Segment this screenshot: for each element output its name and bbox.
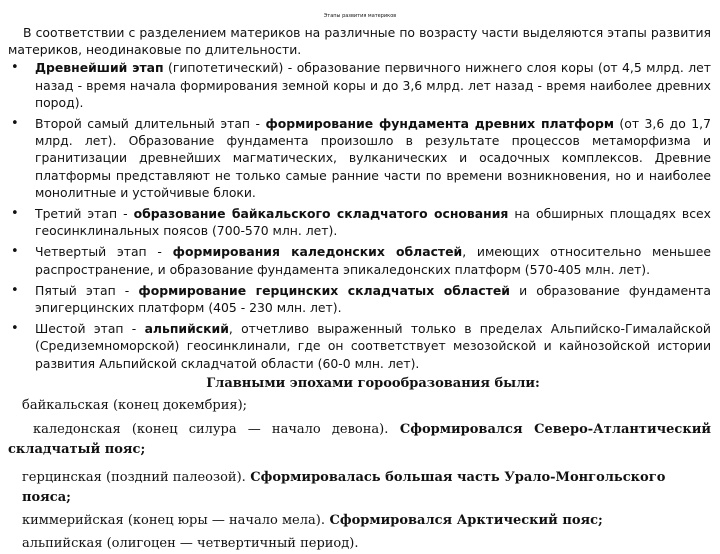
stage-5-text: и образование фундамента эпигерцинских платформ (405 - 230 млн. лет). — [35, 282, 711, 316]
stage-3-text: на обширных площадях всех геосинклинальных поясов (700-570 млн. лет). — [35, 206, 712, 239]
epoch-3-bold: Сформировалась большая часть Урало-Монгольского пояса; — [22, 470, 666, 506]
stage-6-before: Шестой этап - — [35, 321, 145, 337]
epoch-2-text: каледонская (конец силура — начало девона). — [33, 422, 389, 438]
stage-item-3 — [11, 205, 712, 239]
epoch-1-text: байкальская (конец докембрия); — [22, 398, 248, 414]
stage-item-4 — [11, 243, 711, 277]
epoch-2-bold: Сформировался Северо-Атлантический складчатый пояс; — [8, 422, 711, 458]
epoch-item-3 — [22, 468, 711, 508]
intro-paragraph: В соответствии с разделением материков на различные по возрасту части выделяются этапы развития материков, неодинаковые по длительности. — [8, 25, 711, 58]
stage-4-before: Четвертый этап - — [35, 244, 173, 260]
bullet-icon: • — [11, 244, 19, 260]
stage-5-bold: формирование герцинских складчатых областей — [138, 282, 510, 298]
bullet-icon: • — [11, 60, 19, 76]
slide-content — [8, 24, 712, 554]
stage-2-before: Второй самый длительный этап - — [35, 116, 266, 132]
bullet-icon: • — [11, 206, 19, 222]
stage-item-2 — [11, 115, 711, 201]
stage-item-6 — [11, 320, 711, 372]
epoch-item-1 — [22, 396, 711, 416]
stage-4-text: , имеющих относительно меньшее распространение, и образование фундамента эпикаледонских платформ (570-405 млн. лет). — [35, 244, 711, 277]
bullet-icon: • — [11, 116, 19, 132]
epoch-5-text: альпийская (олигоцен — четвертичный период). — [22, 536, 359, 552]
epoch-3-text: герцинская (поздний палеозой). — [22, 470, 246, 486]
epoch-item-4 — [22, 511, 711, 531]
epoch-4-text: киммерийская (конец юры — начало мела). — [22, 513, 325, 529]
stage-3-before: Третий этап - — [35, 206, 134, 222]
stage-item-1 — [11, 59, 711, 111]
epoch-4-bold: Сформировался Арктический пояс; — [324, 513, 603, 529]
epoch-item-5 — [22, 534, 711, 554]
bullet-icon: • — [11, 282, 19, 298]
stage-2-bold: формирование фундамента древних платформ — [265, 116, 614, 132]
stage-4-bold: формирования каледонских областей — [172, 244, 463, 260]
stage-5-before: Пятый этап - — [35, 282, 139, 298]
stage-3-bold: образование байкальского складчатого основания — [133, 206, 509, 222]
stage-6-bold: альпийский — [144, 321, 229, 337]
epochs-heading: Главными эпохами горообразования были: — [206, 375, 540, 391]
slide-title: Этапы развития материков — [323, 13, 397, 19]
stage-1-text: (гипотетический) - образование первичного нижнего слоя коры (от 4,5 млрд. лет назад - время начала формирования земной коры и до 3,6 млрд. лет назад - время наиболее древних пород). — [35, 60, 711, 110]
stage-1-bold: Древнейший этап — [35, 60, 164, 76]
bullet-icon: • — [11, 321, 19, 337]
epoch-item-2 — [8, 420, 711, 460]
stage-6-text: , отчетливо выраженный только в пределах Альпийско-Гималайской (Средиземноморской) геосинклинали, где он соответствует мезозойской и кайнозойской истории развития Альпийской складчатой области (60-0 млн. лет). — [35, 321, 711, 371]
stage-2-text: (от 3,6 до 1,7 млрд. лет). Образование фундамента произошло в результате процессов метаморфизма и гранитизации древнейших магматических, вулканических и осадочных комплексов. Древние платформы представляют не только самые ранние части по времени возникновения, но и наиболее монолитные и устойчивые блоки. — [35, 116, 711, 200]
stage-item-5 — [11, 282, 711, 316]
